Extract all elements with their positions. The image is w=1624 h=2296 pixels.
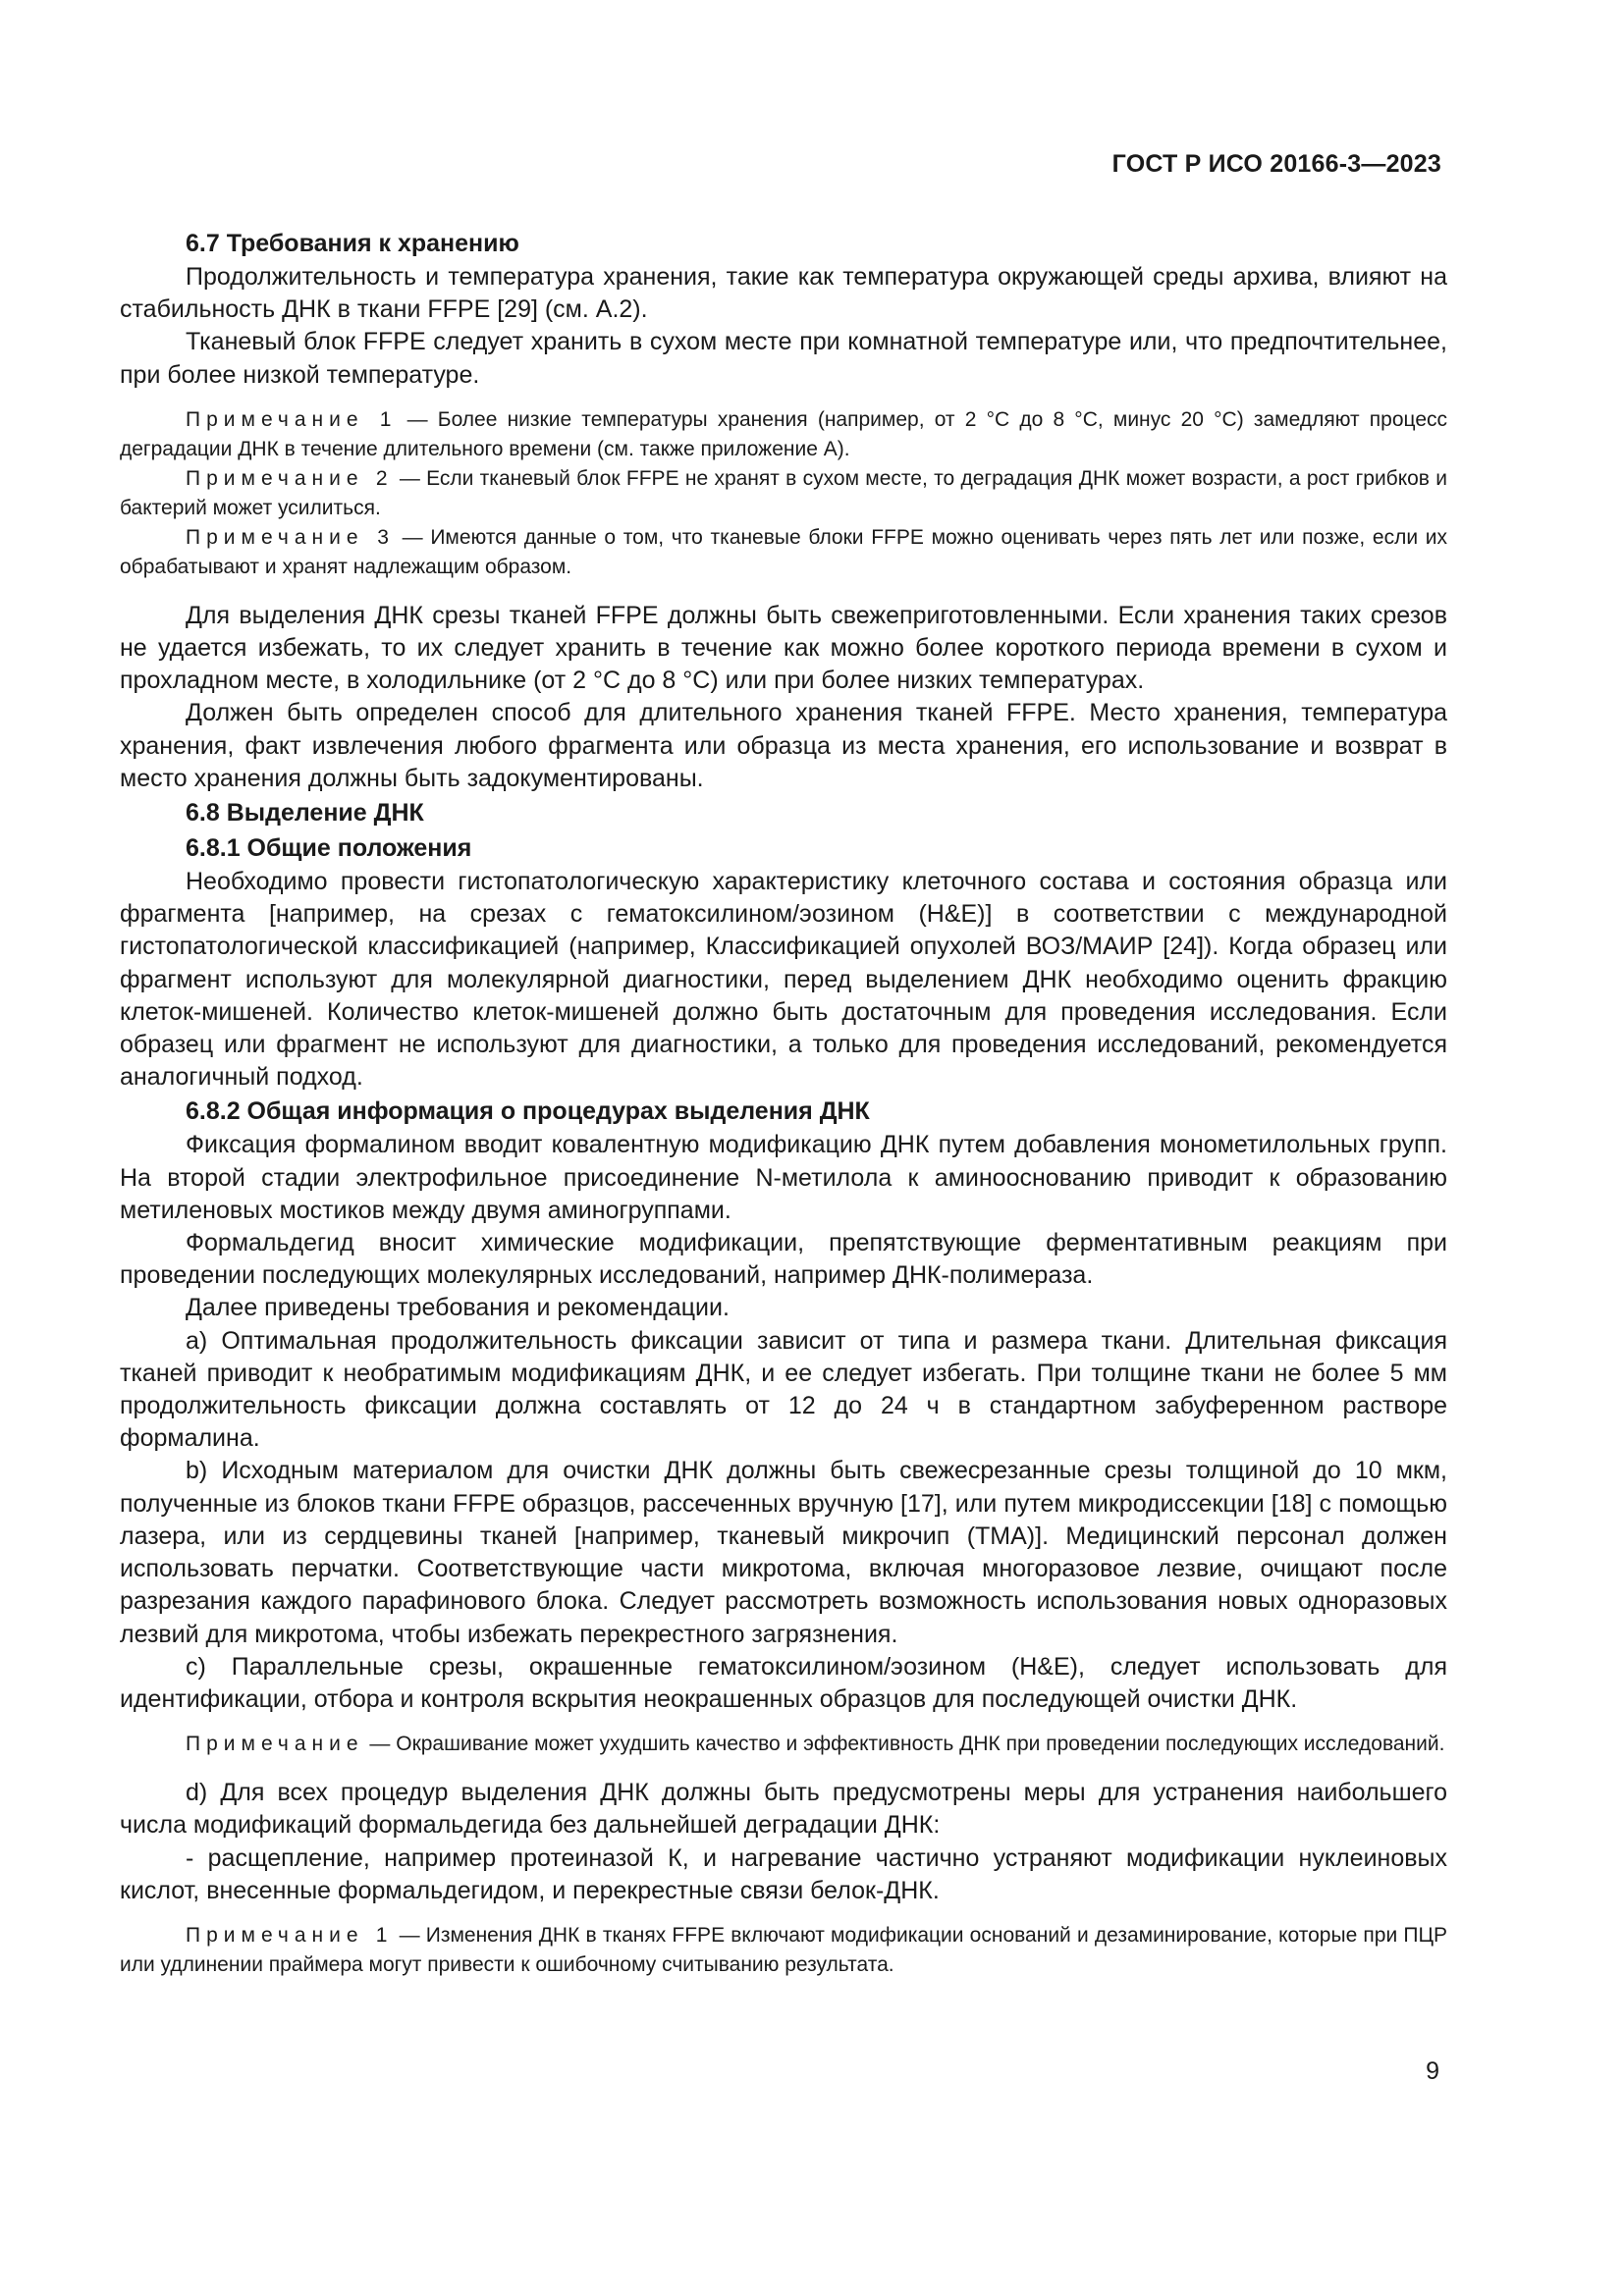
page-body	[120, 226, 1447, 1980]
section-6-8-1-paragraph: Необходимо провести гистопатологическую характеристику клеточного состава и состояния образца или фрагмента [например, на срезах с гематоксилином/эозином (H&E)] в соответствии с международной гистопатологической классификацией (например, Классификацией опухолей ВОЗ/МАИР [24]). Когда образец или фрагмент используют для молекулярной диагностики, перед выделением ДНК необходимо оценить фракцию клеток-мишеней. Количество клеток-мишеней должно быть достаточным для проведения исследования. Если образец или фрагмент не используют для диагностики, а только для проведения исследований, рекомендуется аналогичный подход.	[120, 868, 1447, 1092]
note-label: Примечание 1	[186, 407, 398, 431]
section-6-7-paragraph-1: Продолжительность и температура хранения, такие как температура окружающей среды архива, влияют на стабильность ДНК в ткани FFPE [29] (см. А.2).	[120, 263, 1447, 324]
section-6-8-2-heading: 6.8.2 Общая информация о процедурах выделения ДНК	[186, 1097, 870, 1126]
note-label: Примечание 1	[186, 1923, 394, 1947]
section-6-8-2-paragraph-2: Формальдегид вносит химические модификации, препятствующие ферментативным реакциям при проведении последующих молекулярных исследований, например ДНК-полимераза.	[120, 1229, 1447, 1290]
list-item-a: а) Оптимальная продолжительность фиксации зависит от типа и размера ткани. Длительная фиксация тканей приводит к необратимым модификациям ДНК, и ее следует избегать. При толщине ткани не более 5 мм продолжительность фиксации должна составлять от 12 до 24 ч в стандартном забуференном растворе формалина.	[120, 1326, 1447, 1453]
section-6-7-paragraph-4: Должен быть определен способ для длительного хранения тканей FFPE. Место хранения, температура хранения, факт извлечения любого фрагмента или образца из места хранения, его использование и возврат в место хранения должны быть задокументированы.	[120, 699, 1447, 792]
page-number: 9	[1426, 2057, 1439, 2085]
list-item-c: с) Параллельные срезы, окрашенные гематоксилином/эозином (H&E), следует использовать для идентификации, отбора и контроля вскрытия неокрашенных образцов для последующей очистки ДНК.	[120, 1652, 1447, 1713]
section-6-8-1-heading: 6.8.1 Общие положения	[186, 834, 472, 863]
note-label: Примечание	[186, 1733, 364, 1756]
note-text: — Если тканевый блок FFPE не хранят в сухом месте, то деградация ДНК может возрасти, а рост грибков и бактерий может усилиться.	[120, 466, 1447, 519]
note-label: Примечание 2	[186, 466, 394, 490]
section-6-7-heading: 6.7 Требования к хранению	[186, 230, 519, 257]
list-item-d: d) Для всех процедур выделения ДНК должны быть предусмотрены меры для устранения наибольшего числа модификаций формальдегида без дальнейшей деградации ДНК:	[120, 1779, 1447, 1840]
section-6-8-heading: 6.8 Выделение ДНК	[186, 799, 424, 828]
list-item-d-dash: - расщепление, например протеиназой К, и нагревание частично устраняют модификации нуклеиновых кислот, внесенные формальдегидом, и перекрестные связи белок-ДНК.	[120, 1843, 1447, 1904]
item-d-note-1	[120, 1921, 1447, 1980]
section-6-7-paragraph-2: Тканевый блок FFPE следует хранить в сухом месте при комнатной температуре или, что предпочтительнее, при более низкой температуре.	[120, 328, 1447, 389]
section-6-8-2-paragraph-1: Фиксация формалином вводит ковалентную модификацию ДНК путем добавления монометилольных групп. На второй стадии электрофильное присоединение N-метилола к аминооснованию приводит к образованию метиленовых мостиков между двумя аминогруппами.	[120, 1131, 1447, 1224]
list-item-b: b) Исходным материалом для очистки ДНК должны быть свежесрезанные срезы толщиной до 10 мкм, полученные из блоков ткани FFPE образцов, рассеченных вручную [17], или путем микродиссекции [18] с помощью лазера, или из сердцевины тканей [например, тканевый микрочип (ТМА)]. Медицинский персонал должен использовать перчатки. Соответствующие части микротома, включая многоразовое лезвие, очищают после разрезания каждого парафинового блока. Следует рассмотреть возможность использования новых одноразовых лезвий для микротома, чтобы избежать перекрестного загрязнения.	[120, 1457, 1447, 1648]
document-id-header: ГОСТ Р ИСО 20166-3—2023	[1111, 150, 1441, 178]
note-text: — Изменения ДНК в тканях FFPE включают модификации оснований и дезаминирование, которые при ПЦР или удлинении праймера могут привести к ошибочному считыванию результата.	[120, 1923, 1447, 1976]
note-text: — Более низкие температуры хранения (например, от 2 °С до 8 °С, минус 20 °С) замедляют процесс деградации ДНК в течение длительного времени (см. также приложение А).	[120, 407, 1447, 460]
section-6-7-note-2	[120, 464, 1447, 523]
note-text: — Имеются данные о том, что тканевые блоки FFPE можно оценивать через пять лет или позже, если их обрабатывают и хранят надлежащим образом.	[120, 525, 1447, 578]
section-6-7-note-3	[120, 523, 1447, 582]
note-label: Примечание 3	[186, 525, 395, 549]
item-c-note	[120, 1730, 1447, 1759]
note-text: — Окрашивание может ухудшить качество и эффективность ДНК при проведении последующих исследований.	[363, 1733, 1445, 1756]
section-6-7-note-1	[120, 405, 1447, 464]
section-6-7-paragraph-3: Для выделения ДНК срезы тканей FFPE должны быть свежеприготовленными. Если хранения таких срезов не удается избежать, то их следует хранить в течение как можно более короткого периода времени в сухом и прохладном месте, в холодильнике (от 2 °С до 8 °С) или при более низких температурах.	[120, 601, 1447, 695]
section-6-8-2-paragraph-3: Далее приведены требования и рекомендации.	[186, 1294, 730, 1322]
